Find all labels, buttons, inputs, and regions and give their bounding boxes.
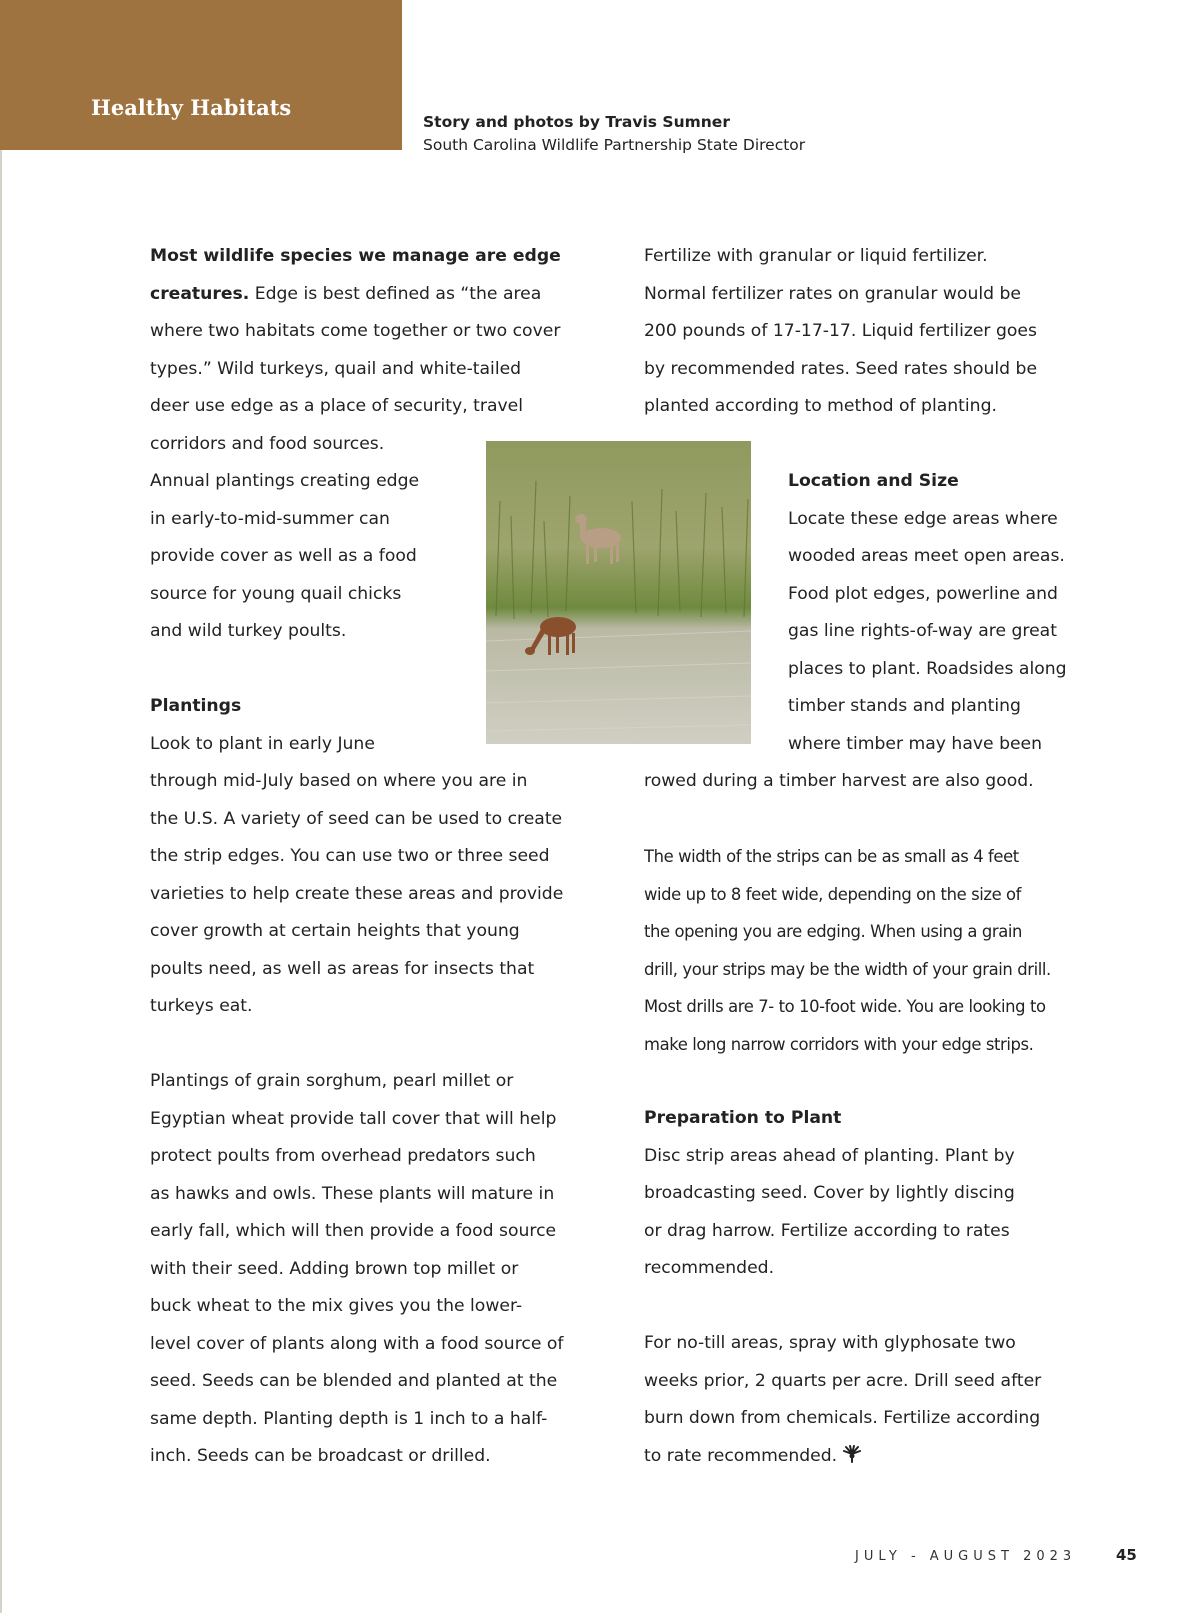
- intro-line: Edge is best defined as “the area: [249, 283, 542, 304]
- preparation-line: or drag harrow. Fertilize according to rates: [644, 1220, 1010, 1241]
- turkey-end-mark-icon: [843, 1440, 861, 1458]
- intro-bold-line: Most wildlife species we manage are edge: [150, 246, 561, 266]
- location-line: Locate these edge areas where: [788, 508, 1058, 529]
- page-number: 45: [1116, 1546, 1137, 1564]
- plantings-line: poults need, as well as areas for insects that: [150, 958, 535, 979]
- annual-line: and wild turkey poults.: [150, 621, 347, 641]
- plantings-heading: Plantings: [150, 696, 242, 716]
- sorghum-line: same depth. Planting depth is 1 inch to a half-: [150, 1408, 548, 1429]
- location-line: wooded areas meet open areas.: [788, 546, 1065, 566]
- no-till-line: burn down from chemicals. Fertilize according: [644, 1408, 1041, 1428]
- plantings-line: cover growth at certain heights that young: [150, 921, 520, 941]
- author-role: South Carolina Wildlife Partnership State Director: [423, 136, 806, 154]
- fertilize-paragraph: [644, 238, 1037, 426]
- fertilize-line: 200 pounds of 17-17-17. Liquid fertilizer goes: [644, 321, 1037, 341]
- preparation-heading: Preparation to Plant: [644, 1108, 842, 1128]
- location-line: places to plant. Roadsides along: [788, 658, 1067, 679]
- fertilize-line: by recommended rates. Seed rates should be: [644, 358, 1038, 379]
- preparation-line: broadcasting seed. Cover by lightly discing: [644, 1183, 1015, 1203]
- deer-photo: [486, 441, 751, 744]
- section-banner: [0, 0, 402, 150]
- location-continued: [644, 763, 1034, 801]
- location-line: where timber may have been: [788, 733, 1043, 754]
- sorghum-line: buck wheat to the mix gives you the lower-: [150, 1296, 523, 1316]
- plantings-line: the strip edges. You can use two or three seed: [150, 846, 550, 866]
- issue-date: JULY - AUGUST 2023: [855, 1549, 1077, 1564]
- intro-line: deer use edge as a place of security, travel: [150, 396, 523, 416]
- section-title: Healthy Habitats: [91, 95, 292, 120]
- sorghum-line: Egyptian wheat provide tall cover that will help: [150, 1108, 557, 1129]
- no-till-line: weeks prior, 2 quarts per acre. Drill seed after: [644, 1370, 1042, 1391]
- plantings-line: through mid-July based on where you are in: [150, 771, 528, 791]
- width-line: wide up to 8 feet wide, depending on the size of: [644, 884, 1022, 904]
- preparation-line: recommended.: [644, 1258, 775, 1278]
- sorghum-line: protect poults from overhead predators such: [150, 1146, 536, 1166]
- byline: [423, 111, 805, 157]
- preparation-line: Disc strip areas ahead of planting. Plant by: [644, 1145, 1015, 1166]
- annual-line: in early-to-mid-summer can: [150, 508, 390, 529]
- preparation-section: [644, 1100, 1015, 1288]
- sorghum-line: inch. Seeds can be broadcast or drilled.: [150, 1446, 491, 1466]
- width-line: the opening you are edging. When using a grain: [644, 922, 1023, 941]
- author-credit: Story and photos by Travis Sumner: [423, 113, 730, 131]
- intro-bold-word: creatures.: [150, 283, 250, 304]
- fertilize-line: Fertilize with granular or liquid fertilizer.: [644, 246, 988, 266]
- no-till-line: to rate recommended.: [644, 1445, 838, 1466]
- sorghum-line: level cover of plants along with a food source of: [150, 1333, 564, 1354]
- location-line: Food plot edges, powerline and: [788, 583, 1058, 604]
- width-line: make long narrow corridors with your edge strips.: [644, 1034, 1034, 1054]
- sorghum-line: seed. Seeds can be blended and planted at the: [150, 1371, 558, 1391]
- no-till-line: For no-till areas, spray with glyphosate two: [644, 1333, 1016, 1353]
- no-till-paragraph: [644, 1325, 1041, 1475]
- plantings-line: varieties to help create these areas and provide: [150, 883, 564, 904]
- sorghum-line: early fall, which will then provide a food source: [150, 1221, 557, 1241]
- annual-line: source for young quail chicks: [150, 583, 402, 604]
- location-line: timber stands and planting: [788, 696, 1021, 716]
- plantings-line: turkeys eat.: [150, 996, 253, 1016]
- sorghum-paragraph: [150, 1063, 563, 1476]
- width-line: The width of the strips can be as small as 4 feet: [644, 847, 1019, 866]
- intro-line: where two habitats come together or two cover: [150, 321, 561, 341]
- annual-line: Annual plantings creating edge: [150, 471, 420, 491]
- width-line: drill, your strips may be the width of your grain drill.: [644, 959, 1051, 979]
- intro-line: types.” Wild turkeys, quail and white-tailed: [150, 358, 522, 379]
- location-heading: Location and Size: [788, 471, 959, 491]
- fertilize-line: Normal fertilizer rates on granular would be: [644, 283, 1021, 304]
- page-edge-line: [0, 150, 2, 1613]
- sorghum-line: as hawks and owls. These plants will mature in: [150, 1183, 555, 1204]
- fertilize-line: planted according to method of planting.: [644, 396, 997, 416]
- location-line: rowed during a timber harvest are also good.: [644, 771, 1034, 791]
- location-line: gas line rights-of-way are great: [788, 621, 1057, 641]
- plantings-line: Look to plant in early June: [150, 733, 375, 754]
- width-paragraph: [644, 838, 1051, 1063]
- plantings-line: the U.S. A variety of seed can be used to create: [150, 808, 563, 829]
- intro-line: corridors and food sources.: [150, 433, 385, 454]
- annual-line: provide cover as well as a food: [150, 546, 417, 566]
- location-section: [788, 463, 1067, 763]
- sorghum-line: with their seed. Adding brown top millet or: [150, 1258, 519, 1279]
- sorghum-line: Plantings of grain sorghum, pearl millet or: [150, 1071, 514, 1091]
- width-line: Most drills are 7- to 10-foot wide. You are looking to: [644, 997, 1046, 1016]
